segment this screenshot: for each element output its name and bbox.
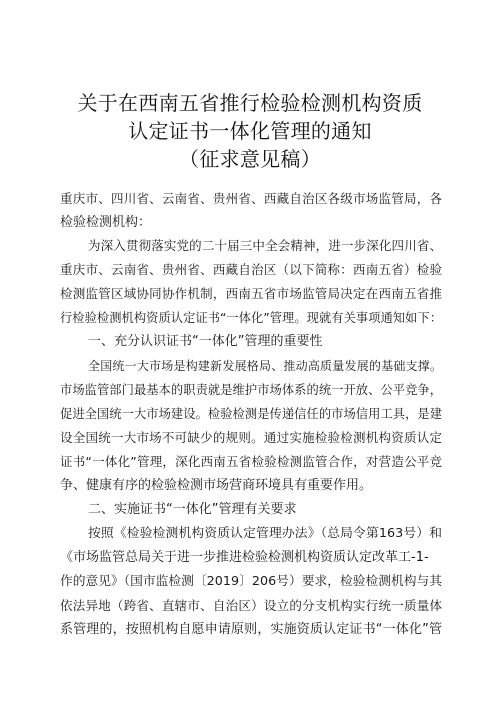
paragraph-line: 行检验检测机构资质认定证书“一体化”管理。现就有关事项通知如下： — [60, 311, 442, 325]
document-title-line-1: 关于在西南五省推行检验检测机构资质 — [77, 91, 423, 115]
paragraph-line: 促进全国统一大市场建设。检验检测是传递信任的市场信用工具，是建 — [60, 407, 442, 421]
paragraph-line: 争、健康有序的检验检测市场营商环境具有重要作用。 — [60, 478, 373, 493]
section-heading-1: 一、充分认识证书“一体化”管理的重要性 — [88, 334, 323, 349]
paragraph-line: 按照《检验检测机构资质认定管理办法》（总局令第163号）和 — [88, 526, 442, 541]
document-title-line-2: 认定证书一体化管理的通知 — [128, 119, 372, 143]
addressee-line-1: 重庆市、四川省、云南省、贵州省、西藏自治区各级市场监管局，各 — [60, 191, 442, 206]
paragraph-line: 检测监管区域协同协作机制，西南五省市场监管局决定在西南五省推 — [60, 286, 442, 301]
paragraph-line: 依法异地（跨省、直辖市、自治区）设立的分支机构实行统一质量体 — [60, 598, 442, 613]
paragraph-line: 全国统一大市场是构建新发展格局、推动高质量发展的基础支撑。 — [88, 359, 442, 373]
paragraph-line: 为深入贯彻落实党的二十届三中全会精神，进一步深化四川省、 — [88, 238, 442, 253]
paragraph-line: 作的意见》（国市监检测〔2019〕206号）要求，检验检测机构与其 — [60, 574, 442, 589]
document-title-line-3: （征求意见稿） — [178, 147, 322, 171]
paragraph-line: 《市场监管总局关于进一步推进检验检测机构资质认定改革工-1- — [60, 550, 429, 565]
addressee-line-2: 检验检测机构： — [60, 215, 152, 230]
paragraph-line: 重庆市、云南省、贵州省、西藏自治区（以下简称：西南五省）检验 — [60, 262, 442, 277]
paragraph-line: 市场监管部门最基本的职责就是维护市场体系的统一开放、公平竞争， — [60, 383, 442, 397]
paragraph-line: 系管理的，按照机构自愿申请原则，实施资质认定证书“一体化”管 — [60, 622, 442, 637]
paragraph-line: 设全国统一大市场不可缺少的规则。通过实施检验检测机构资质认定 — [60, 430, 442, 445]
section-heading-2: 二、实施证书“一体化”管理有关要求 — [88, 502, 297, 517]
paragraph-line: 证书“一体化”管理，深化西南五省检验检测监管合作，对营造公平竞 — [60, 454, 442, 469]
